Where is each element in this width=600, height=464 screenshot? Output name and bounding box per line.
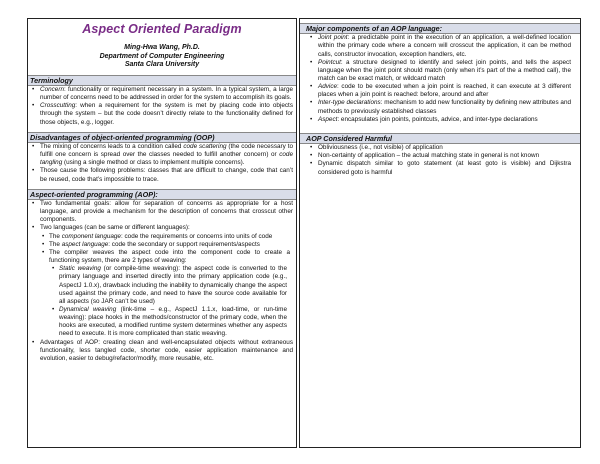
list-item: • Dynamic dispatch similar to goto statement (at least goto is visible) and Dijkstra considered goto is harmful [318, 160, 571, 176]
list-item: • Pointcut: a structure designed to identify and select join points, and tells the aspect language when the joint point should match (only when it’s part of the a method call), the match can be exact match, or wildcard match [318, 59, 571, 83]
list-item: • The mixing of concerns leads to a condition called code scattering (the code necessary to fulfill one concern is spread over the classes needed to fulfill another concern) or code tangling (using a single method or class to implement multiple concerns). [40, 143, 293, 167]
university-name: Santa Clara University [124, 61, 200, 69]
list-item: • Those cause the following problems: classes that are difficult to change, code that can’t be reused, code that’s impossible to trace. [40, 167, 293, 183]
term-dynamical-weaving: Dynamical weaving [59, 305, 117, 313]
weaving-list [49, 265, 290, 338]
term-concern-text: : functionality or requirement necessary in a system. In a typical system, a large number of concerns need to be addressed in order for the system to accomplish its goals. [40, 85, 293, 102]
document-title: Aspect Oriented Paradigm [82, 22, 242, 36]
list-item: • Joint point: a predictable point in the execution of an application, a well-defined location within the primary code where a concern will crosscut the application, it can be method calls, constructor invocation, exception handlers, etc. [318, 34, 571, 58]
list-item: • Inter-type declarations: mechanism to add new functionality by defining new attributes and methods to previously established classes [318, 99, 571, 115]
aop-list [28, 200, 296, 363]
list-item: • Dynamical weaving (link-time – e.g., AspectJ 1.1.x, load-time, or run-time weaving): place hooks in the methods/constructor of the primary code, when the hooks are executed, a modified runtime system determines whether any aspects need to execute. It is more complicated than static weaving. [59, 306, 287, 339]
list-item: • Static weaving (or compile-time weaving): the aspect code is converted to the primary language and inserted directly into the primary application code (e.g., AspectJ 1.0.x), drawback including the inability to dynamically change the aspect used against the primary code, and need to have the source code available for all aspects (so JAR can’t be used) [59, 265, 287, 306]
list-item: • Obliviousness (i.e., not visible) of application [318, 144, 571, 152]
author-name: Ming-Hwa Wang, Ph.D. [124, 44, 200, 51]
components-list [306, 34, 574, 124]
list-item: • Aspect: encapsulates join points, pointcuts, advice, and inter-type declarations [318, 116, 571, 124]
term-code-scattering: code scattering [183, 142, 227, 150]
term-joint-point: Joint point [318, 34, 348, 42]
term-static-weaving: Static weaving [59, 265, 101, 273]
languages-list [40, 233, 293, 339]
list-item: • Two fundamental goals: allow for separation of concerns as appropriate for a host language, and provide a mechanism for the description of concerns that crosscut other components. [40, 200, 293, 224]
list-item: • Two languages (can be same or different languages): • The component language: code the requirements or concerns into units of code • The aspect language: code the secondary or support requirements/aspects • The compiler weaves the aspect code into the component code to create a functioning system, there are 2 types of weaving: • Static weaving (or compile-time weaving): the aspect code is converted to the primary language and inserted directly into the primary application code (e.g., AspectJ 1.0.x), drawback including the inability to dynamically change the aspect used against the primary code, and need to have the source code available for all aspects (so JAR can’t be used) • Dynamical weaving (link-time – e.g., AspectJ 1.1.x, load-time, or run-time weaving): place hooks in the methods/constructor of the primary code, when the hooks are executed, a modified runtime system determines whether any aspects need to execute. It is more complicated than static weaving. [40, 224, 293, 338]
term-advice: Advice [318, 83, 338, 91]
term-crosscutting: Crosscutting [40, 102, 76, 110]
list-item: • The aspect language: code the secondary or support requirements/aspects [49, 241, 290, 249]
term-inter-type-declarations: Inter-type declarations [318, 99, 381, 107]
components-heading: Major components of an AOP language: [300, 23, 580, 34]
term-code-tangling: code tangling [40, 151, 293, 167]
term-component-language: component language [61, 232, 121, 240]
term-aspect: Aspect [318, 115, 338, 123]
right-column [299, 18, 581, 448]
list-item [40, 86, 293, 102]
term-concern: Concern [40, 85, 64, 93]
harmful-list [306, 144, 574, 177]
list-item: • The compiler weaves the aspect code into the component code to create a functioning system, there are 2 types of weaving: • Static weaving (or compile-time weaving): the aspect code is converted to the primary language and inserted directly into the primary application code (e.g., AspectJ 1.0.x), drawback including the inability to dynamically change the aspect used against the primary code, and need to have the source code available for all aspects (so JAR can’t be used) • Dynamical weaving (link-time – e.g., AspectJ 1.1.x, load-time, or run-time weaving): place hooks in the methods/constructor of the primary code, when the hooks are executed, a modified runtime system determines whether any aspects need to execute. It is more complicated than static weaving. [49, 249, 290, 339]
list-item: • Non-certainty of application – the actual matching state in general is not known [318, 152, 571, 160]
left-column [27, 18, 297, 448]
department-name: Department of Computer Engineering [99, 52, 225, 60]
disadvantages-heading: Disadvantages of object-oriented programming (OOP) [28, 132, 296, 143]
terminology-list [28, 86, 296, 127]
list-item: • Advantages of AOP: creating clean and well-encapsulated objects without extraneous functionality, less tangled code, shorter code, easier application maintenance and evolution, easier to debug/refactor/modify, more reusable, etc. [40, 339, 293, 363]
term-crosscutting-text: : when a requirement for the system is met by placing code into objects through the system – but the code doesn’t directly relate to the functionality defined for those objects, e.g., logger. [40, 102, 293, 126]
list-item [40, 102, 293, 126]
term-aspect-language: aspect language [61, 240, 109, 248]
list-item: • The component language: code the requirements or concerns into units of code [49, 233, 290, 241]
harmful-heading: AOP Considered Harmful [300, 133, 580, 144]
term-pointcut: Pointcut [318, 58, 341, 66]
aop-heading: Aspect-oriented programming (AOP): [28, 189, 296, 200]
terminology-heading: Terminology [28, 75, 296, 86]
disadvantages-list [28, 143, 296, 184]
list-item: • Advice: code to be executed when a join point is reached, it can execute at 3 different places when a join point is reached: before, around and after [318, 83, 571, 99]
